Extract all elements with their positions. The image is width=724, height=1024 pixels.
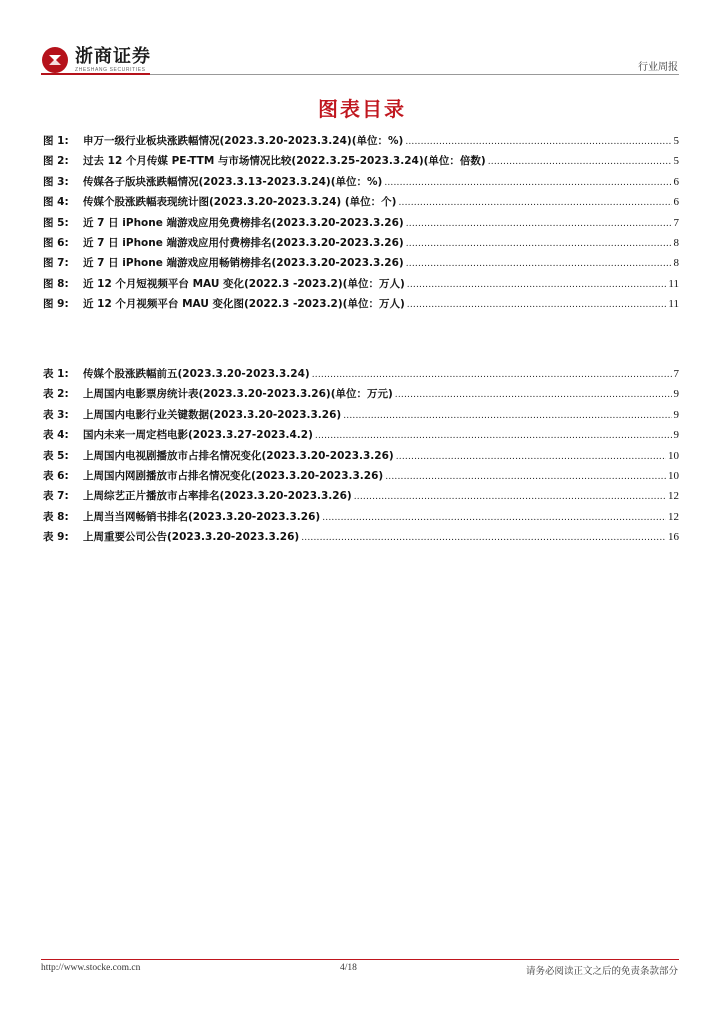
dot-leader xyxy=(385,472,666,482)
entry-page-number: 12 xyxy=(668,490,679,503)
table-entry[interactable] xyxy=(43,468,679,488)
dot-leader xyxy=(407,280,667,290)
figure-entry[interactable] xyxy=(43,194,679,214)
entry-label: 表 9: xyxy=(43,531,69,544)
figure-entry[interactable] xyxy=(43,133,679,153)
header-divider-accent xyxy=(41,73,150,75)
entry-title: 近 7 日 iPhone 端游戏应用畅销榜排名(2023.3.20-2023.3.26) xyxy=(83,257,404,270)
footer-disclaimer: 请务必阅读正文之后的免责条款部分 xyxy=(525,966,678,977)
entry-page-number: 12 xyxy=(668,510,679,523)
table-entry[interactable] xyxy=(43,488,679,508)
entry-label: 表 7: xyxy=(43,490,69,503)
entry-label: 图 4: xyxy=(43,196,69,209)
entry-label: 图 3: xyxy=(43,175,69,188)
entry-title: 上周国内电视剧播放市占排名情况变化(2023.3.20-2023.3.26) xyxy=(83,449,394,462)
figure-entry[interactable] xyxy=(43,255,679,275)
dot-leader xyxy=(398,198,671,208)
entry-page-number: 7 xyxy=(673,368,679,380)
entry-page-number: 6 xyxy=(673,175,679,188)
entry-label: 图 6: xyxy=(43,236,69,249)
entry-label: 图 7: xyxy=(43,257,69,270)
footer-url[interactable]: http://www.stocke.com.cn xyxy=(41,963,141,973)
toc-title: 图表目录 xyxy=(318,97,406,121)
dot-leader xyxy=(406,219,672,229)
entry-title: 近 12 个月短视频平台 MAU 变化(2022.3 -2023.2)(单位：万人) xyxy=(83,277,405,290)
entry-page-number: 11 xyxy=(668,298,679,311)
dot-leader xyxy=(395,390,672,400)
figure-entry[interactable] xyxy=(43,153,679,173)
entry-page-number: 16 xyxy=(668,531,679,544)
dot-leader xyxy=(312,370,672,380)
entry-title: 上周国内网剧播放市占排名情况变化(2023.3.20-2023.3.26) xyxy=(83,469,384,482)
table-entry[interactable] xyxy=(43,366,679,386)
entry-page-number: 10 xyxy=(668,449,679,462)
table-entry[interactable] xyxy=(43,407,679,427)
table-entry[interactable] xyxy=(43,529,679,549)
dot-leader xyxy=(396,452,666,462)
zheshang-logo-icon xyxy=(41,46,69,74)
entry-title: 国内未来一周定档电影(2023.3.27-2023.4.2) xyxy=(83,429,313,442)
entry-page-number: 5 xyxy=(673,135,679,147)
figure-entry[interactable] xyxy=(43,296,679,316)
table-entry[interactable] xyxy=(43,509,679,529)
brand-logo xyxy=(41,46,151,74)
dot-leader xyxy=(488,157,672,167)
entry-label: 图 9: xyxy=(43,298,69,311)
entry-label: 图 5: xyxy=(43,216,69,229)
entry-page-number: 8 xyxy=(673,236,679,249)
figure-entry[interactable] xyxy=(43,174,679,194)
entry-title: 近 12 个月视频平台 MAU 变化图(2022.3 -2023.2)(单位：万人) xyxy=(83,298,405,311)
entry-label: 表 2: xyxy=(43,388,69,401)
entry-label: 表 8: xyxy=(43,510,69,523)
entry-label: 图 8: xyxy=(43,277,69,290)
entry-label: 图 2: xyxy=(43,155,69,168)
figure-entry[interactable] xyxy=(43,276,679,296)
footer-divider xyxy=(41,959,679,960)
entry-title: 上周国内电影票房统计表(2023.3.20-2023.3.26)(单位：万元) xyxy=(83,388,393,401)
entry-label: 图 1: xyxy=(43,135,69,147)
entry-label: 表 4: xyxy=(43,429,69,442)
dot-leader xyxy=(407,300,667,310)
entry-title: 上周综艺正片播放市占率排名(2023.3.20-2023.3.26) xyxy=(83,490,352,503)
entry-page-number: 8 xyxy=(673,257,679,270)
brand-name-en: ZHESHANG SECURITIES xyxy=(75,66,146,73)
entry-title: 上周国内电影行业关键数据(2023.3.20-2023.3.26) xyxy=(83,408,342,421)
entry-title: 近 7 日 iPhone 端游戏应用付费榜排名(2023.3.20-2023.3.26) xyxy=(83,236,404,249)
entry-label: 表 3: xyxy=(43,408,69,421)
entry-title: 传媒各子版块涨跌幅情况(2023.3.13-2023.3.24)(单位：%) xyxy=(83,175,383,188)
footer-page-number: 4/18 xyxy=(340,963,357,973)
entry-label: 表 5: xyxy=(43,449,69,462)
dot-leader xyxy=(354,492,666,502)
table-list xyxy=(43,366,679,550)
table-entry[interactable] xyxy=(43,448,679,468)
entry-title: 申万一级行业板块涨跌幅情况(2023.3.20-2023.3.24)(单位：%) xyxy=(83,135,404,147)
dot-leader xyxy=(343,411,671,421)
entry-page-number: 7 xyxy=(673,216,679,229)
dot-leader xyxy=(301,533,666,543)
entry-label: 表 1: xyxy=(43,368,69,380)
entry-title: 过去 12 个月传媒 PE-TTM 与市场情况比较(2022.3.25-2023.3.24)(单位：倍数) xyxy=(83,155,486,168)
entry-page-number: 6 xyxy=(673,196,679,209)
entry-title: 传媒个股涨跌幅前五(2023.3.20-2023.3.24) xyxy=(83,368,310,380)
entry-label: 表 6: xyxy=(43,469,69,482)
header-divider xyxy=(150,74,679,75)
entry-page-number: 9 xyxy=(673,408,679,421)
dot-leader xyxy=(405,137,671,147)
entry-page-number: 10 xyxy=(668,469,679,482)
dot-leader xyxy=(406,259,672,269)
entry-page-number: 9 xyxy=(673,388,679,401)
brand-name-cn: 浙商证券 xyxy=(75,45,151,67)
entry-title: 传媒个股涨跌幅表现统计图(2023.3.20-2023.3.24) (单位：个) xyxy=(83,196,397,209)
report-type: 行业周报 xyxy=(638,62,678,73)
entry-page-number: 11 xyxy=(668,277,679,290)
table-entry[interactable] xyxy=(43,386,679,406)
entry-title: 上周当当网畅销书排名(2023.3.20-2023.3.26) xyxy=(83,510,321,523)
figure-entry[interactable] xyxy=(43,235,679,255)
figure-entry[interactable] xyxy=(43,215,679,235)
dot-leader xyxy=(322,513,666,523)
table-entry[interactable] xyxy=(43,427,679,447)
figure-list xyxy=(43,133,679,317)
dot-leader xyxy=(315,431,672,441)
entry-title: 上周重要公司公告(2023.3.20-2023.3.26) xyxy=(83,531,300,544)
entry-page-number: 9 xyxy=(673,429,679,442)
dot-leader xyxy=(406,239,672,249)
entry-title: 近 7 日 iPhone 端游戏应用免费榜排名(2023.3.20-2023.3.26) xyxy=(83,216,404,229)
entry-page-number: 5 xyxy=(673,155,679,168)
dot-leader xyxy=(384,178,671,188)
